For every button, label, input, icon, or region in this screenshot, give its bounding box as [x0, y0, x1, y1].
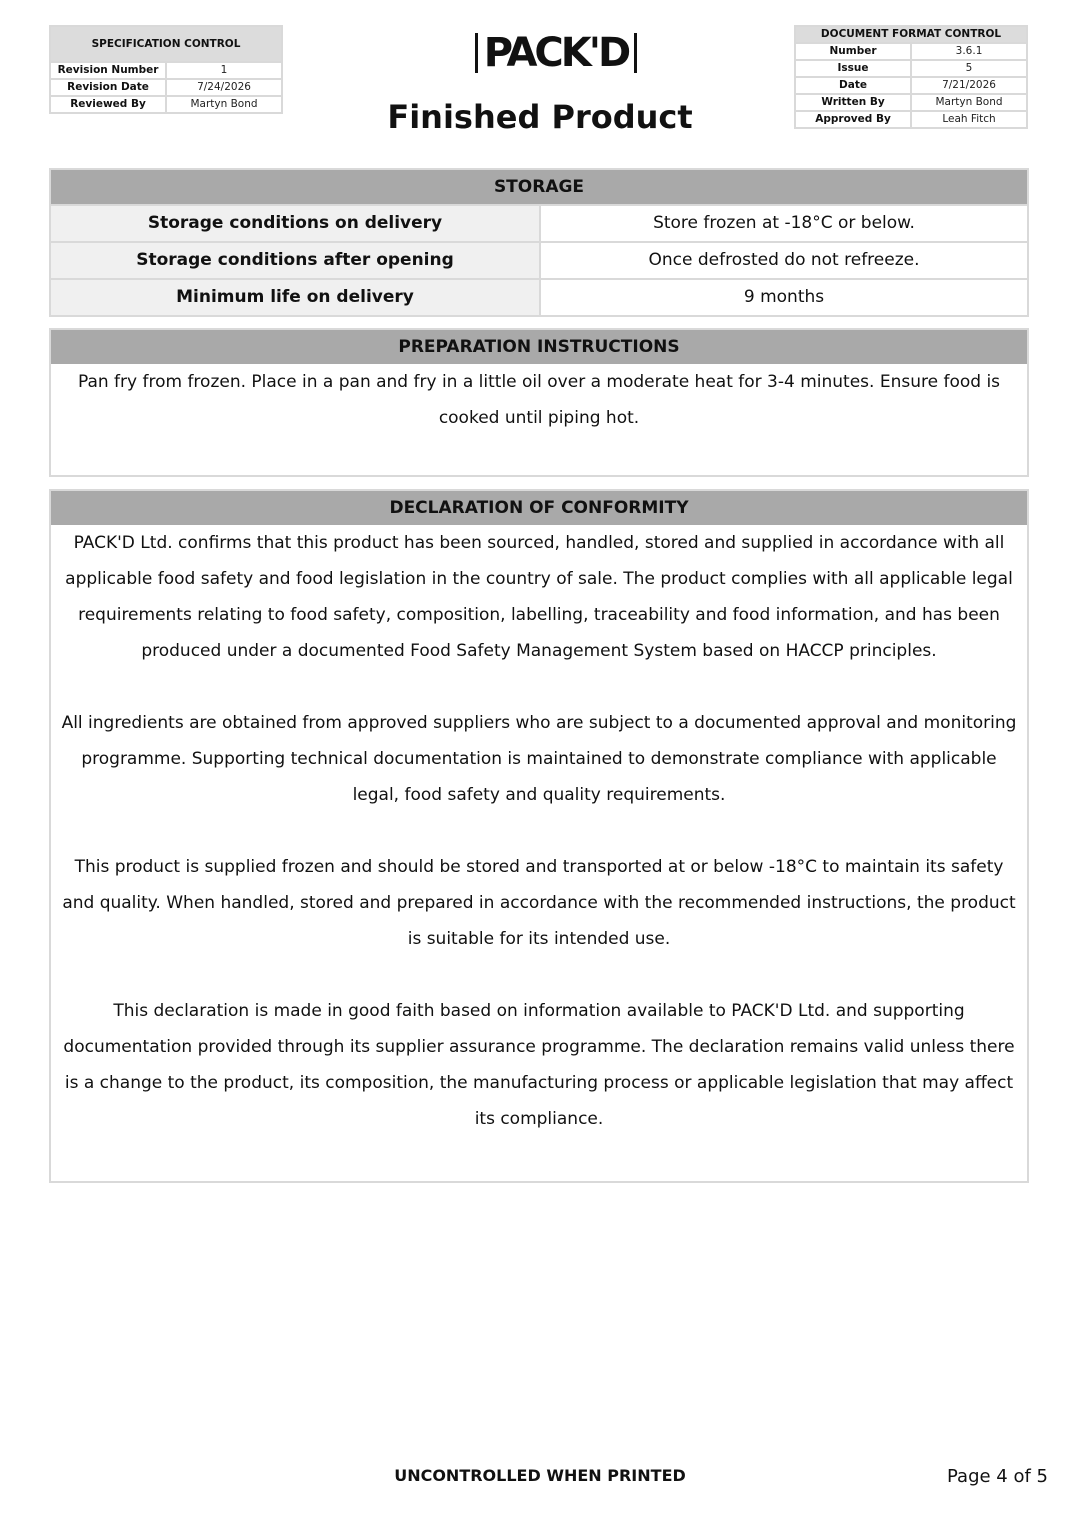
doc-format-row	[795, 43, 1027, 60]
preparation-header: PREPARATION INSTRUCTIONS	[51, 330, 1027, 364]
document-format-control-table	[794, 25, 1028, 129]
doc-format-value: Leah Fitch	[911, 111, 1027, 128]
storage-row	[51, 241, 1027, 278]
spec-value: 7/24/2026	[166, 79, 282, 96]
spec-label: Revision Number	[50, 62, 166, 79]
storage-section	[49, 168, 1029, 317]
doc-format-row	[795, 94, 1027, 111]
storage-label: Storage conditions on delivery	[51, 206, 541, 241]
page-title: Finished Product	[387, 98, 693, 136]
doc-format-label: Written By	[795, 94, 911, 111]
doc-format-value: 5	[911, 60, 1027, 77]
spec-row	[50, 79, 282, 96]
doc-format-row	[795, 111, 1027, 128]
spec-control-header: SPECIFICATION CONTROL	[50, 26, 282, 62]
conformity-paragraph: This declaration is made in good faith based on information available to PACK'D Ltd. and supporting documentation provided through its supplier assurance programme. The declaration remains valid unless there is a change to the product, its composition, the manufacturing process or applicable legislation that may affect its compliance.	[63, 1001, 1015, 1129]
doc-format-row	[795, 77, 1027, 94]
page-number: Page 4 of 5	[947, 1466, 1048, 1487]
doc-format-header: DOCUMENT FORMAT CONTROL	[795, 26, 1027, 43]
spec-label: Revision Date	[50, 79, 166, 96]
packd-logo: PACK'D	[475, 33, 637, 73]
conformity-header: DECLARATION OF CONFORMITY	[51, 491, 1027, 525]
preparation-text: Pan fry from frozen. Place in a pan and fry in a little oil over a moderate heat for 3-4 minutes. Ensure food is cooked until piping hot.	[77, 372, 1001, 428]
uncontrolled-notice: UNCONTROLLED WHEN PRINTED	[394, 1466, 686, 1485]
preparation-section	[49, 328, 1029, 477]
storage-row	[51, 278, 1027, 315]
doc-format-row	[795, 60, 1027, 77]
spec-value: 1	[166, 62, 282, 79]
storage-value: 9 months	[743, 287, 825, 307]
doc-format-value: 3.6.1	[911, 43, 1027, 60]
doc-format-label: Approved By	[795, 111, 911, 128]
doc-format-label: Issue	[795, 60, 911, 77]
conformity-paragraph: All ingredients are obtained from approved suppliers who are subject to a documented approval and monitoring programme. Supporting technical documentation is maintained to demonstrate compliance with applicable legal, food safety and quality requirements.	[61, 713, 1017, 805]
storage-header: STORAGE	[51, 170, 1027, 204]
conformity-paragraph: This product is supplied frozen and should be stored and transported at or below -18°C to maintain its safety and quality. When handled, stored and prepared in accordance with the recommended instructions, the product is suitable for its intended use.	[62, 857, 1016, 949]
doc-format-value: Martyn Bond	[911, 94, 1027, 111]
spec-row	[50, 62, 282, 79]
storage-value: Once defrosted do not refreeze.	[648, 250, 920, 270]
conformity-body	[51, 525, 1027, 1137]
doc-format-label: Number	[795, 43, 911, 60]
spec-row	[50, 96, 282, 113]
specification-control-table	[49, 25, 283, 114]
doc-format-value: 7/21/2026	[911, 77, 1027, 94]
spec-value: Martyn Bond	[166, 96, 282, 113]
storage-value: Store frozen at -18°C or below.	[653, 213, 915, 233]
conformity-section	[49, 489, 1029, 1183]
doc-format-label: Date	[795, 77, 911, 94]
storage-label: Storage conditions after opening	[51, 243, 541, 278]
storage-row	[51, 204, 1027, 241]
conformity-paragraph: PACK'D Ltd. confirms that this product has been sourced, handled, stored and supplied in accordance with all applicable food safety and food legislation in the country of sale. The product complies with all applicable legal requirements relating to food safety, composition, labelling, traceability and food information, and has been produced under a documented Food Safety Management System based on HACCP principles.	[65, 533, 1013, 661]
storage-label: Minimum life on delivery	[51, 280, 541, 315]
spec-label: Reviewed By	[50, 96, 166, 113]
